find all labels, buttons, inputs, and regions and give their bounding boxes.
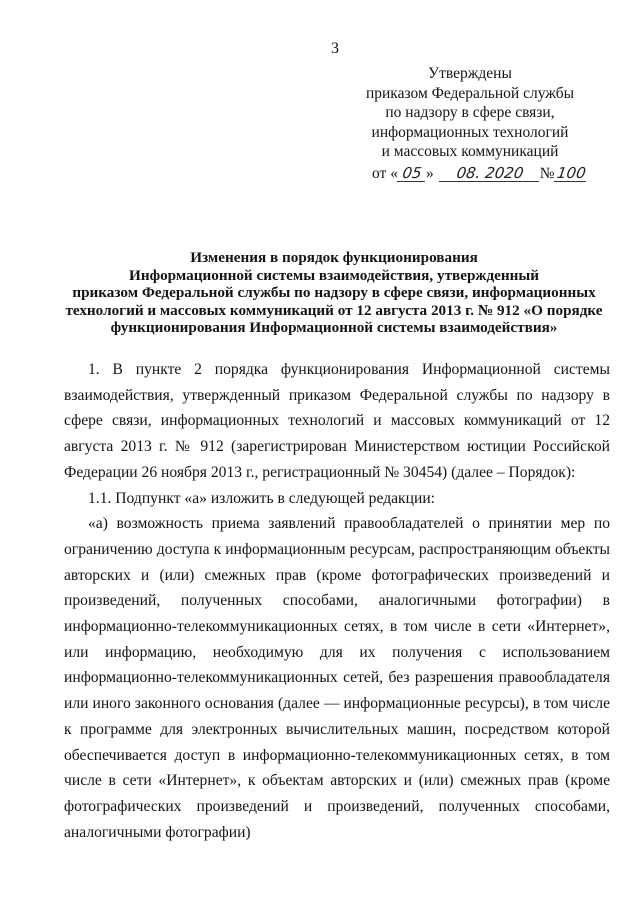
order-quote-close: » <box>425 165 434 182</box>
approval-line: по надзору в сфере связи, <box>385 104 555 121</box>
paragraph-item-1-1: 1.1. Подпункт «а» изложить в следующей редакции: <box>88 489 435 507</box>
approval-line: и массовых коммуникаций <box>381 143 559 160</box>
approval-line: информационных технологий <box>371 123 569 141</box>
title-line: технологий и массовых коммуникаций от 12 августа 2013 г. № 912 «О порядке <box>65 301 603 319</box>
paragraph-subitem-a: «а) возможность приема заявлений правообладателей о принятии мер по ограничению доступа к информационным ресурсам, распространяющим объекты авторских и (или) смежных прав (кроме фотографических произведений и произведений, полученных способами, аналогичными фотографии) в информационно-телекоммуникационных сетях, в том числе в сети «Интернет», или информацию, необходимую для их получения с использованием информационно-телекоммуникационных сетей, без разрешения правообладателя или иного законного основания (далее — информационные ресурсы), в том числе к программе для электронных вычислительных машин, посредством которой обеспечивается доступ в информационно-телекоммуникационных сетях, в том числе в сети «Интернет», к объектам авторских и (или) смежных прав (кроме фотографических произведений и произведений, полученных способами, аналогичными фотографии) <box>64 515 610 841</box>
approval-block <box>340 64 600 162</box>
document-body <box>64 357 610 845</box>
paragraph-item-1: 1. В пункте 2 порядка функционирования Информационной системы взаимодействия, утвержденный приказом Федеральной службы по надзору в сфере связи, информационных технологий и массовых коммуникаций от 12 августа 2013 г. № 912 (зарегистрирован Министерством юстиции Российской Федерации 26 ноября 2013 г., регистрационный № 30454) (далее – Порядок): <box>64 361 610 481</box>
document-title <box>60 249 608 337</box>
title-line: Изменения в порядок функционирования <box>190 249 478 266</box>
number-sign: № <box>539 165 555 182</box>
title-line: функционирования Информационной системы взаимодействия» <box>110 319 558 337</box>
handwritten-day: 05 <box>397 165 427 182</box>
page-number: 3 <box>331 40 339 57</box>
handwritten-order-number: 100 <box>555 164 587 182</box>
approval-line: приказом Федеральной службы <box>365 84 575 102</box>
approval-line: Утверждены <box>428 65 512 82</box>
title-line: приказом Федеральной службы по надзору в сфере связи, информационных <box>72 284 596 302</box>
order-date-line <box>372 165 587 183</box>
order-prefix: от « <box>372 165 398 182</box>
title-line: Информационной системы взаимодействия, утвержденный <box>129 266 539 284</box>
handwritten-date: 08. 2020 <box>439 165 541 182</box>
